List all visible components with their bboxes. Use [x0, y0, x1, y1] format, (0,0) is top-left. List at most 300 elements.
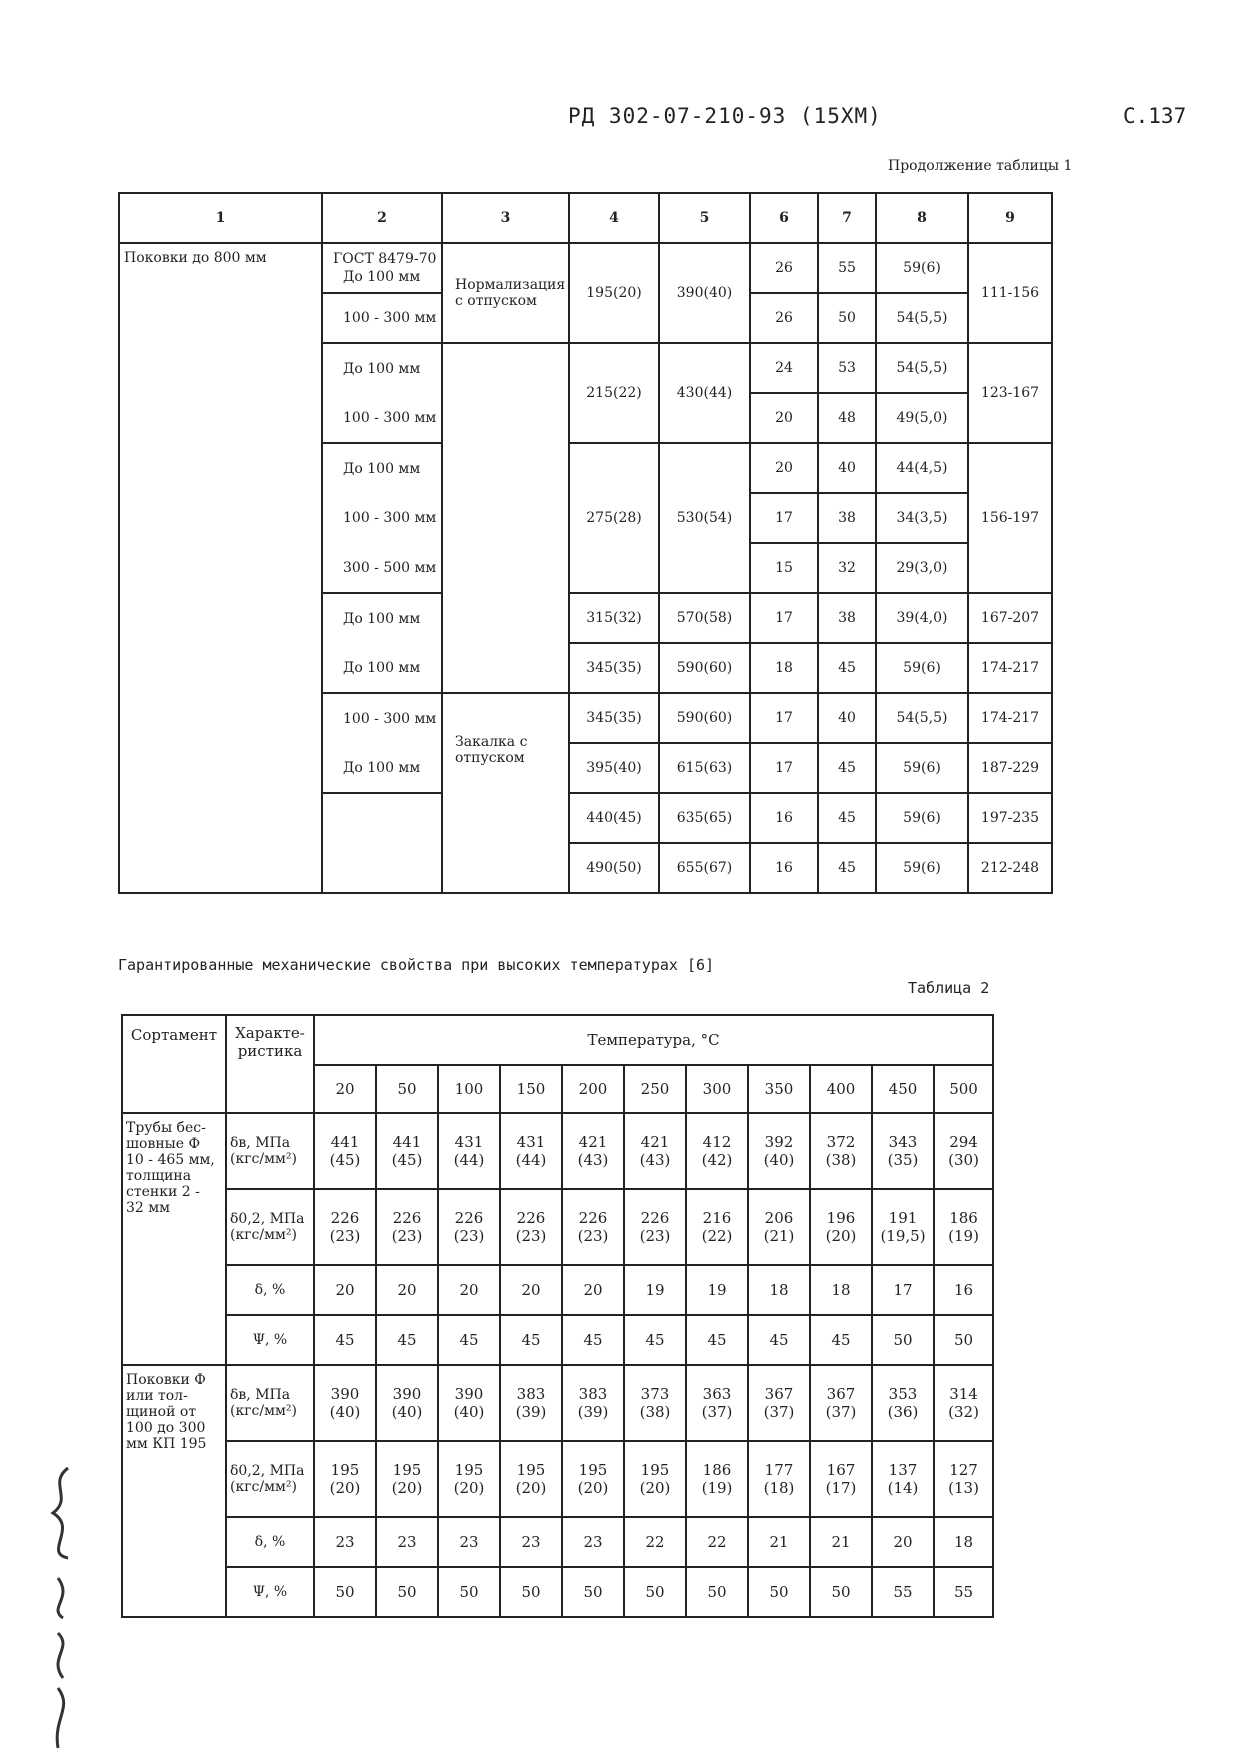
value-kgf: (38) [639, 1403, 671, 1421]
value-cell [500, 1113, 562, 1189]
value-cell: 29(3,0) [876, 543, 968, 593]
value-cell [686, 1567, 748, 1617]
value-main: 226 [516, 1209, 546, 1227]
temperature-cell: 50 [376, 1065, 438, 1113]
value-kgf: (23) [453, 1227, 485, 1245]
value-main: 137 [888, 1461, 918, 1479]
sortament-cell: Поковки Ф или тол-щиной от 100 до 300 мм КП 195 [122, 1365, 226, 1617]
value-cell: 156-197 [968, 443, 1052, 593]
value-cell: 17 [750, 493, 818, 543]
value-main: 421 [578, 1133, 608, 1151]
value-main: 19 [707, 1281, 727, 1299]
value-kgf: (23) [577, 1227, 609, 1245]
value-cell [686, 1365, 748, 1441]
value-kgf: (44) [453, 1151, 485, 1169]
value-cell: 38 [818, 593, 876, 643]
table-2-header-row [122, 1015, 993, 1065]
value-main: 50 [831, 1583, 851, 1601]
value-kgf: (19) [701, 1479, 733, 1497]
table-1 [118, 192, 1053, 894]
value-cell [748, 1189, 810, 1265]
value-main: 177 [764, 1461, 794, 1479]
value-main: 20 [397, 1281, 417, 1299]
value-cell: 59(6) [876, 793, 968, 843]
table-row [122, 1189, 993, 1265]
value-cell [810, 1265, 872, 1315]
value-cell: 590(60) [659, 643, 750, 693]
table-row [119, 243, 1052, 293]
value-cell [934, 1441, 993, 1517]
value-main: 45 [521, 1331, 541, 1349]
value-main: 167 [826, 1461, 856, 1479]
value-kgf: (43) [577, 1151, 609, 1169]
header-sortament: Сортамент [122, 1015, 226, 1113]
value-main: 55 [954, 1583, 974, 1601]
value-cell [624, 1113, 686, 1189]
value-main: 421 [640, 1133, 670, 1151]
value-main: 191 [888, 1209, 918, 1227]
value-main: 373 [640, 1385, 670, 1403]
value-cell [872, 1365, 934, 1441]
value-kgf: (23) [391, 1227, 423, 1245]
value-main: 441 [330, 1133, 360, 1151]
header-cell: 3 [442, 193, 569, 243]
value-cell: 16 [750, 793, 818, 843]
value-kgf: (20) [825, 1227, 857, 1245]
value-main: 21 [769, 1533, 789, 1551]
value-cell [314, 1265, 376, 1315]
value-main: 45 [459, 1331, 479, 1349]
handwritten-signature [18, 1458, 98, 1758]
size-cell: 100 - 300 мм [322, 393, 442, 443]
value-cell: 20 [750, 393, 818, 443]
value-main: 45 [645, 1331, 665, 1349]
value-cell [438, 1567, 500, 1617]
value-cell: 59(6) [876, 643, 968, 693]
value-cell [438, 1113, 500, 1189]
value-kgf: (13) [948, 1479, 979, 1497]
value-cell [686, 1189, 748, 1265]
table-2 [121, 1014, 994, 1618]
value-cell: 390(40) [659, 243, 750, 343]
document-code: РД 302-07-210-93 (15ХМ) [568, 104, 882, 128]
value-main: 23 [521, 1533, 541, 1551]
value-cell: 530(54) [659, 443, 750, 593]
value-kgf: (39) [577, 1403, 609, 1421]
header-cell: 8 [876, 193, 968, 243]
value-main: 216 [702, 1209, 732, 1227]
temperature-cell: 250 [624, 1065, 686, 1113]
value-kgf: (36) [887, 1403, 919, 1421]
value-cell: 212-248 [968, 843, 1052, 893]
value-main: 392 [764, 1133, 794, 1151]
value-main: 50 [583, 1583, 603, 1601]
value-main: 195 [454, 1461, 484, 1479]
value-main: 45 [831, 1331, 851, 1349]
value-cell [810, 1189, 872, 1265]
value-cell: 167-207 [968, 593, 1052, 643]
value-kgf: (45) [391, 1151, 423, 1169]
size-cell: 100 - 300 мм [322, 493, 442, 543]
value-cell: 16 [750, 843, 818, 893]
table-row [122, 1567, 993, 1617]
value-cell [376, 1441, 438, 1517]
value-cell [810, 1365, 872, 1441]
characteristic-cell: δ, % [226, 1265, 314, 1315]
value-cell [438, 1365, 500, 1441]
value-kgf: (38) [825, 1151, 857, 1169]
value-kgf: (20) [639, 1479, 671, 1497]
value-cell [624, 1315, 686, 1365]
sortament-cell: Трубы бес-шовные Ф 10 - 465 мм, толщина стенки 2 - 32 мм [122, 1113, 226, 1365]
temperature-cell: 450 [872, 1065, 934, 1113]
table-row [122, 1113, 993, 1189]
value-cell: 40 [818, 443, 876, 493]
value-cell [562, 1113, 624, 1189]
treatment-cell: Закалка с отпуском [442, 693, 569, 893]
value-cell: 32 [818, 543, 876, 593]
value-main: 50 [459, 1583, 479, 1601]
value-kgf: (37) [701, 1403, 733, 1421]
value-main: 17 [893, 1281, 913, 1299]
value-main: 353 [888, 1385, 918, 1403]
value-main: 431 [454, 1133, 484, 1151]
table-row [122, 1265, 993, 1315]
value-kgf: (20) [515, 1479, 547, 1497]
value-cell [376, 1567, 438, 1617]
value-main: 23 [459, 1533, 479, 1551]
value-kgf: (40) [391, 1403, 423, 1421]
value-cell [810, 1441, 872, 1517]
table-row [122, 1441, 993, 1517]
page-number: С.137 [1123, 104, 1187, 128]
value-cell: 59(6) [876, 243, 968, 293]
value-cell [748, 1365, 810, 1441]
value-cell: 590(60) [659, 693, 750, 743]
value-main: 294 [949, 1133, 978, 1151]
value-main: 55 [893, 1583, 913, 1601]
value-main: 22 [645, 1533, 665, 1551]
value-main: 363 [702, 1385, 732, 1403]
value-cell [376, 1315, 438, 1365]
value-kgf: (20) [329, 1479, 361, 1497]
value-cell: 38 [818, 493, 876, 543]
size-cell: 100 - 300 мм [322, 693, 442, 743]
value-cell [500, 1315, 562, 1365]
value-cell [438, 1265, 500, 1315]
value-main: 21 [831, 1533, 851, 1551]
temperature-cell: 300 [686, 1065, 748, 1113]
value-cell: 430(44) [659, 343, 750, 443]
size-cell: ГОСТ 8479-70 До 100 мм [322, 243, 442, 293]
value-main: 20 [521, 1281, 541, 1299]
value-main: 18 [954, 1533, 974, 1551]
value-cell [314, 1365, 376, 1441]
value-main: 383 [578, 1385, 608, 1403]
value-cell: 17 [750, 593, 818, 643]
value-main: 127 [949, 1461, 978, 1479]
value-main: 226 [392, 1209, 422, 1227]
size-cell: 300 - 500 мм [322, 543, 442, 593]
header-characteristic: Характе-ристика [226, 1015, 314, 1113]
value-cell [934, 1517, 993, 1567]
value-cell [624, 1567, 686, 1617]
value-cell [872, 1265, 934, 1315]
value-cell: 50 [818, 293, 876, 343]
temperature-cell: 500 [934, 1065, 993, 1113]
table-row [122, 1517, 993, 1567]
characteristic-cell: δ0,2, МПа (кгс/мм²) [226, 1189, 314, 1265]
value-main: 45 [335, 1331, 355, 1349]
value-cell [748, 1441, 810, 1517]
value-cell [314, 1189, 376, 1265]
value-cell: 174-217 [968, 693, 1052, 743]
value-kgf: (23) [329, 1227, 361, 1245]
value-cell: 54(5,5) [876, 343, 968, 393]
size-cell: До 100 мм [322, 643, 442, 693]
value-cell [872, 1567, 934, 1617]
value-cell [314, 1113, 376, 1189]
value-kgf: (43) [639, 1151, 671, 1169]
table-2-title: Гарантированные механические свойства при высоких температурах [6] [118, 956, 715, 974]
temperature-cell: 200 [562, 1065, 624, 1113]
header-cell: 5 [659, 193, 750, 243]
size-cell: До 100 мм [322, 343, 442, 393]
value-main: 45 [707, 1331, 727, 1349]
value-cell [314, 1315, 376, 1365]
value-cell: 26 [750, 293, 818, 343]
value-cell: 45 [818, 793, 876, 843]
value-cell [500, 1517, 562, 1567]
value-kgf: (37) [763, 1403, 795, 1421]
value-cell: 45 [818, 643, 876, 693]
header-temperature: Температура, °С [314, 1015, 993, 1065]
value-cell: 53 [818, 343, 876, 393]
size-cell: До 100 мм [322, 743, 442, 793]
value-main: 383 [516, 1385, 546, 1403]
value-kgf: (20) [391, 1479, 423, 1497]
temperature-cell: 150 [500, 1065, 562, 1113]
value-cell [500, 1567, 562, 1617]
value-cell [934, 1365, 993, 1441]
value-cell [748, 1315, 810, 1365]
value-kgf: (32) [948, 1403, 979, 1421]
header-cell: 9 [968, 193, 1052, 243]
continuation-label: Продолжение таблицы 1 [888, 158, 1073, 174]
value-cell [500, 1365, 562, 1441]
header-cell: 6 [750, 193, 818, 243]
value-main: 441 [392, 1133, 422, 1151]
table-row [122, 1315, 993, 1365]
value-cell [686, 1441, 748, 1517]
characteristic-cell: Ψ, % [226, 1315, 314, 1365]
value-cell [562, 1189, 624, 1265]
value-cell: 187-229 [968, 743, 1052, 793]
value-main: 20 [893, 1533, 913, 1551]
value-main: 45 [769, 1331, 789, 1349]
value-cell [872, 1189, 934, 1265]
value-kgf: (30) [948, 1151, 979, 1169]
table-row [122, 1365, 993, 1441]
value-cell [624, 1517, 686, 1567]
value-main: 20 [335, 1281, 355, 1299]
table-1-header-row [119, 193, 1052, 243]
group-forgings [122, 1365, 993, 1617]
value-main: 367 [826, 1385, 856, 1403]
value-cell [438, 1517, 500, 1567]
value-cell [748, 1517, 810, 1567]
value-main: 23 [335, 1533, 355, 1551]
value-cell [624, 1265, 686, 1315]
value-kgf: (42) [701, 1151, 733, 1169]
value-cell [314, 1441, 376, 1517]
value-main: 390 [392, 1385, 422, 1403]
value-main: 431 [516, 1133, 546, 1151]
value-cell: 49(5,0) [876, 393, 968, 443]
value-cell [624, 1189, 686, 1265]
group-pipes [122, 1113, 993, 1365]
value-main: 196 [826, 1209, 856, 1227]
header-cell: 2 [322, 193, 442, 243]
value-cell [562, 1517, 624, 1567]
value-cell: 345(35) [569, 693, 659, 743]
value-cell: 655(67) [659, 843, 750, 893]
temperature-cell: 100 [438, 1065, 500, 1113]
value-main: 50 [335, 1583, 355, 1601]
value-main: 195 [392, 1461, 422, 1479]
value-cell [686, 1113, 748, 1189]
value-cell [314, 1517, 376, 1567]
value-main: 50 [521, 1583, 541, 1601]
value-kgf: (20) [453, 1479, 485, 1497]
value-cell: 59(6) [876, 843, 968, 893]
product-cell: Поковки до 800 мм [119, 243, 322, 893]
size-cell: 100 - 300 мм [322, 293, 442, 343]
value-cell [376, 1113, 438, 1189]
value-cell [438, 1315, 500, 1365]
value-kgf: (40) [763, 1151, 795, 1169]
value-main: 372 [826, 1133, 856, 1151]
value-cell [562, 1365, 624, 1441]
value-cell: 490(50) [569, 843, 659, 893]
value-cell [686, 1265, 748, 1315]
value-cell [934, 1567, 993, 1617]
value-main: 50 [645, 1583, 665, 1601]
value-cell [934, 1189, 993, 1265]
value-kgf: (14) [887, 1479, 919, 1497]
value-main: 226 [454, 1209, 484, 1227]
value-cell: 26 [750, 243, 818, 293]
value-cell [934, 1265, 993, 1315]
value-cell [562, 1567, 624, 1617]
header-cell: 1 [119, 193, 322, 243]
value-cell: 54(5,5) [876, 293, 968, 343]
value-main: 343 [888, 1133, 918, 1151]
value-cell [376, 1517, 438, 1567]
value-cell [624, 1365, 686, 1441]
value-cell: 34(3,5) [876, 493, 968, 543]
value-main: 314 [949, 1385, 978, 1403]
value-cell: 20 [750, 443, 818, 493]
value-kgf: (18) [763, 1479, 795, 1497]
value-cell [686, 1517, 748, 1567]
value-kgf: (19,5) [880, 1227, 926, 1245]
value-main: 206 [764, 1209, 794, 1227]
value-main: 226 [640, 1209, 670, 1227]
value-cell [872, 1315, 934, 1365]
value-cell [810, 1113, 872, 1189]
value-cell [934, 1113, 993, 1189]
value-kgf: (21) [763, 1227, 795, 1245]
value-cell: 570(58) [659, 593, 750, 643]
size-cell [322, 793, 442, 893]
value-main: 45 [583, 1331, 603, 1349]
value-cell: 123-167 [968, 343, 1052, 443]
value-main: 390 [330, 1385, 360, 1403]
value-cell [314, 1567, 376, 1617]
characteristic-cell: δв, МПа (кгс/мм²) [226, 1365, 314, 1441]
value-cell: 18 [750, 643, 818, 693]
value-main: 226 [330, 1209, 360, 1227]
value-cell [438, 1189, 500, 1265]
value-main: 19 [645, 1281, 665, 1299]
value-kgf: (44) [515, 1151, 547, 1169]
value-cell [810, 1567, 872, 1617]
size-cell: До 100 мм [322, 593, 442, 643]
value-kgf: (17) [825, 1479, 857, 1497]
value-kgf: (45) [329, 1151, 361, 1169]
temperature-cell: 350 [748, 1065, 810, 1113]
value-main: 20 [459, 1281, 479, 1299]
value-cell: 40 [818, 693, 876, 743]
value-cell [562, 1265, 624, 1315]
value-main: 226 [578, 1209, 608, 1227]
value-cell [624, 1441, 686, 1517]
value-kgf: (23) [639, 1227, 671, 1245]
value-cell: 635(65) [659, 793, 750, 843]
value-cell [562, 1441, 624, 1517]
value-cell: 17 [750, 743, 818, 793]
treatment-cell: Нормализация с отпуском [442, 243, 569, 343]
value-main: 195 [330, 1461, 360, 1479]
value-cell: 275(28) [569, 443, 659, 593]
value-main: 186 [949, 1209, 978, 1227]
value-kgf: (40) [453, 1403, 485, 1421]
value-cell: 615(63) [659, 743, 750, 793]
value-cell: 45 [818, 743, 876, 793]
value-cell: 48 [818, 393, 876, 443]
value-main: 195 [640, 1461, 670, 1479]
value-cell: 45 [818, 843, 876, 893]
value-cell [438, 1441, 500, 1517]
table-2-number: Таблица 2 [908, 979, 990, 997]
value-main: 20 [583, 1281, 603, 1299]
value-main: 23 [583, 1533, 603, 1551]
value-main: 18 [769, 1281, 789, 1299]
value-cell: 345(35) [569, 643, 659, 693]
value-main: 50 [707, 1583, 727, 1601]
characteristic-cell: δ, % [226, 1517, 314, 1567]
value-cell: 54(5,5) [876, 693, 968, 743]
value-cell [872, 1113, 934, 1189]
value-main: 412 [702, 1133, 732, 1151]
value-kgf: (22) [701, 1227, 733, 1245]
value-main: 50 [954, 1331, 974, 1349]
value-main: 45 [397, 1331, 417, 1349]
value-cell: 195(20) [569, 243, 659, 343]
value-cell: 15 [750, 543, 818, 593]
value-cell [934, 1315, 993, 1365]
